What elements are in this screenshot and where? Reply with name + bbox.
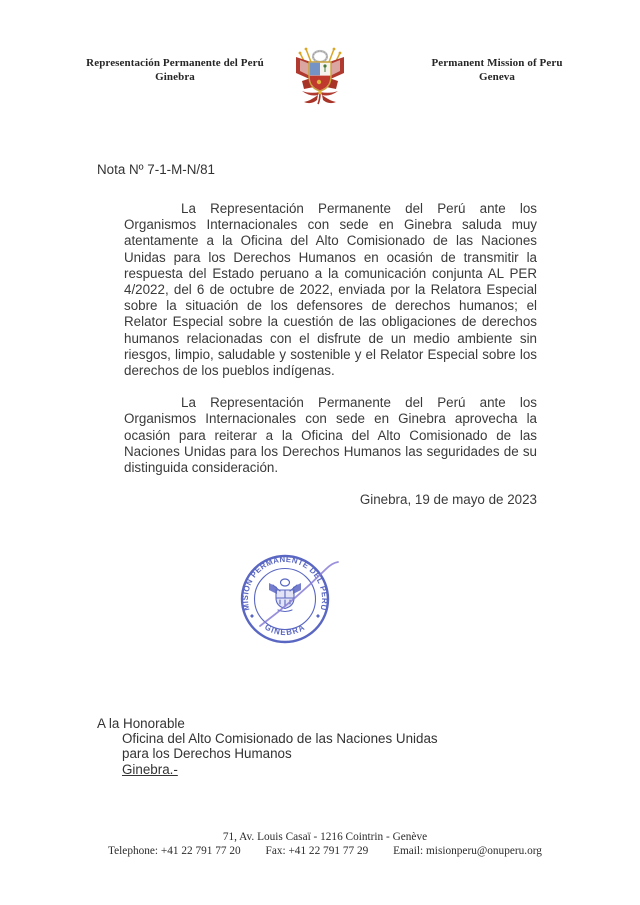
footer-email: Email: misionperu@onuperu.org — [393, 844, 542, 857]
mission-city-en: Geneva — [478, 71, 516, 83]
header-left-spanish — [75, 56, 275, 84]
mission-city-es: Ginebra — [155, 71, 195, 83]
footer-contact — [10, 831, 640, 858]
note-body — [124, 201, 537, 507]
footer-fax: Fax: +41 22 791 77 29 — [265, 844, 369, 857]
note-number: Nota Nº 7-1-M-N/81 — [97, 162, 215, 177]
recipient-salutation: A la Honorable — [97, 716, 185, 731]
peru-coat-of-arms-icon — [292, 47, 348, 113]
svg-text:GINEBRA — [263, 622, 307, 638]
place-date-line: Ginebra, 19 de mayo de 2023 — [359, 492, 537, 508]
recipient-office: Oficina del Alto Comisionado de las Naciones Unidas — [122, 731, 438, 747]
paragraph-1: La Representación Permanente del Perú ante los Organismos Internacionales con sede en Ginebra saluda muy atentamente a la Oficina del Alto Comisionado de las Naciones Unidas para los Derechos Humanos en ocasión de transmitir la respuesta del Estado peruano a la comunicación conjunta AL PER 4/2022, del 6 de octubre de 2022, enviada por la Relatora Especial sobre la situación de los defensores de derechos humanos; el Relator Especial sobre la cuestión de las obligaciones de derechos humanos relacionadas con el disfrute de un medio ambiente sin riesgos, limpio, saludable y sostenible y el Relator Especial sobre los derechos de los pueblos indígenas. — [124, 201, 537, 379]
recipient-city: Ginebra.- — [122, 761, 178, 777]
stamp-bottom-text: GINEBRA — [263, 621, 308, 638]
recipient-office-2: para los Derechos Humanos — [122, 746, 292, 762]
footer-address: 71, Av. Louis Casaï - 1216 Cointrin - Genève — [222, 831, 428, 843]
footer-contact-line — [10, 845, 640, 859]
mission-name-es: Representación Permanente del Perú — [86, 57, 264, 69]
mission-name-en: Permanent Mission of Peru — [431, 57, 563, 69]
footer-telephone: Telephone: +41 22 791 77 20 — [108, 844, 241, 857]
paragraph-2: La Representación Permanente del Perú ante los Organismos Internacionales con sede en Ginebra aprovecha la ocasión para reiterar a la Oficina del Alto Comisionado de las Naciones Unidas para los Derechos Humanos las seguridades de su distinguida consideración. — [124, 395, 537, 476]
header-right-english — [407, 56, 587, 84]
mission-round-stamp-icon — [236, 549, 346, 657]
stamp-top-text: MISIÓN PERMANENTE DEL PERÚ — [240, 554, 330, 612]
recipient-block — [97, 716, 438, 777]
